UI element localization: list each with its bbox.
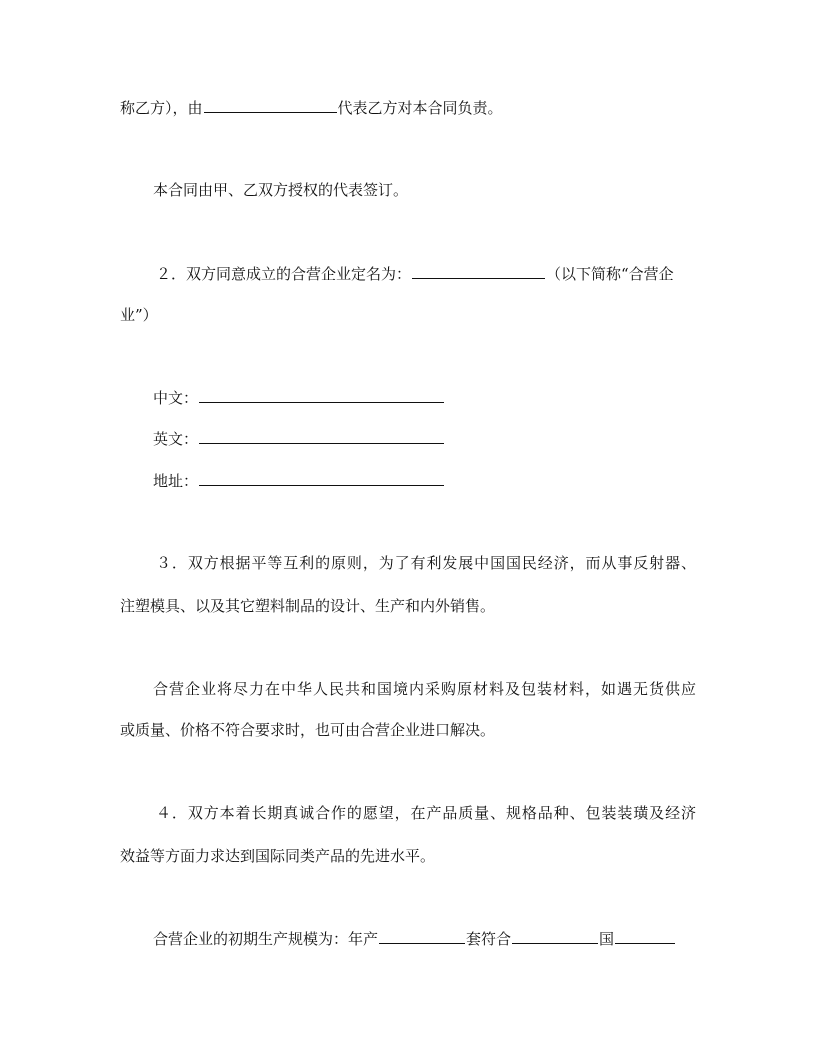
- para-production-scale: [153, 929, 676, 949]
- text: （以下简称“合营企: [546, 265, 674, 283]
- country-blank[interactable]: [615, 929, 675, 944]
- field-address: [153, 471, 445, 491]
- text: 合营企业的初期生产规模为：年产: [153, 930, 379, 948]
- text: ２．双方同意成立的合营企业定名为：: [156, 265, 412, 283]
- label: 地址：: [153, 472, 199, 490]
- para-3-line1: [156, 553, 696, 573]
- field-chinese: [153, 388, 445, 408]
- standard-blank[interactable]: [512, 929, 598, 944]
- text: 称乙方），由: [120, 99, 203, 117]
- para-5-line1: [156, 803, 696, 823]
- text: ４．双方本着长期真诚合作的愿望，在产品质量、规格品种、包装装璜及经济: [156, 804, 696, 822]
- para-2-line1: [156, 264, 674, 284]
- para-2-line2: [120, 305, 158, 325]
- annual-output-blank[interactable]: [379, 929, 465, 944]
- text: 代表乙方对本合同负责。: [337, 99, 503, 117]
- blank-field[interactable]: [204, 98, 337, 113]
- text: 合营企业将尽力在中华人民共和国境内采购原材料及包装材料，如遇无货供应: [153, 680, 696, 698]
- address-blank[interactable]: [199, 471, 444, 486]
- text: 本合同由甲、乙双方授权的代表签订。: [153, 181, 409, 199]
- field-english: [153, 429, 445, 449]
- label: 中文：: [153, 389, 199, 407]
- english-name-blank[interactable]: [199, 429, 444, 444]
- para-signing: [153, 180, 408, 200]
- text: 效益等方面力求达到国际同类产品的先进水平。: [120, 847, 436, 865]
- text: 国: [599, 930, 615, 948]
- text: ３．双方根据平等互利的原则，为了有利发展中国国民经济，而从事反射器、: [156, 554, 696, 572]
- text: 套符合: [466, 930, 512, 948]
- para-5-line2: [120, 846, 435, 866]
- text: 业”）: [120, 306, 158, 324]
- text: 注塑模具、以及其它塑料制品的设计、生产和内外销售。: [120, 597, 496, 615]
- para-party-b-representative: [120, 98, 503, 118]
- company-name-blank[interactable]: [412, 264, 545, 279]
- chinese-name-blank[interactable]: [199, 388, 444, 403]
- para-3-line2: [120, 596, 495, 616]
- para-4-line2: [120, 720, 495, 740]
- text: 或质量、价格不符合要求时，也可由合营企业进口解决。: [120, 721, 496, 739]
- label: 英文：: [153, 430, 199, 448]
- para-4-line1: [153, 679, 696, 699]
